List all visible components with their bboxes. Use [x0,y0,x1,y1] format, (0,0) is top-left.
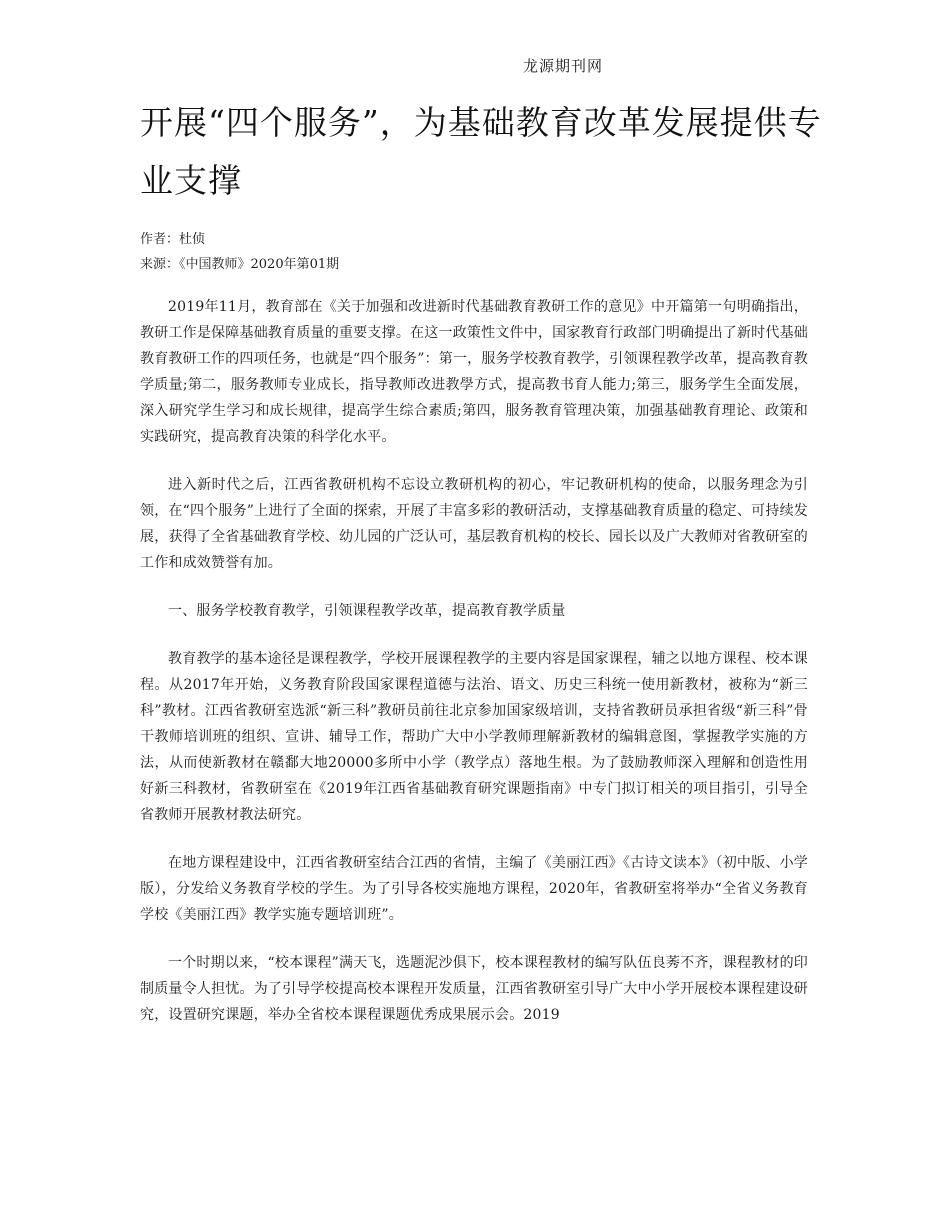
section-heading: 一、服务学校教育教学，引领课程教学改革，提高教育教学质量 [168,603,566,619]
site-name: 龙源期刊网 [523,57,604,75]
paragraph: 教育教学的基本途径是课程教学，学校开展课程教学的主要内容是国家课程，辅之以地方课程、校本课程。从2017年开始，义务教育阶段国家课程道德与法治、语文、历史三科统一使用新教材，被称为“新三科”教材。江西省教研室选派“新三科”教研员前往北京参加国家级培训，支持省教研员承担省级“新三科”骨干教师培训班的组织、宣讲、辅导工作，帮助广大中小学教师理解新教材的编辑意图，掌握教学实施的方法，从而使新教材在赣鄱大地20000多所中小学（教学点）落地生根。为了鼓励教师深入理解和创造性用好新三科教材，省教研室在《2019年江西省基础教育研究课题指南》中专门拟订相关的项目指引，引导全省教师开展教材教法研究。 [140,651,808,823]
source-line: 来源：《中国教师》2020年第01期 [140,257,340,272]
paragraph: 2019年11月，教育部在《关于加强和改进新时代基础教育教研工作的意见》中开篇第一句明确指出，教研工作是保障基础教育质量的重要支撑。在这一政策性文件中，国家教育行政部门明确提出了新时代基础教育教研工作的四项任务，也就是“四个服务”：第一，服务学校教育教学，引领课程教学改革，提高教育教学质量;第二，服务教师专业成长，指导教师改进教學方式，提高教书育人能力;第三，服务学生全面发展，深入研究学生学习和成长规律，提高学生综合素质;第四，服务教育管理决策，加强基础教育理论、政策和实践研究，提高教育决策的科学化水平。 [140,299,808,445]
article-body [140,294,808,1050]
paragraph: 一个时期以来，“校本课程”满天飞，选题泥沙俱下，校本课程教材的编写队伍良莠不齐，课程教材的印制质量令人担忧。为了引导学校提高校本课程开发质量，江西省教研室引导广大中小学开展校本课程建设研究，设置研究课题，举办全省校本课程课题优秀成果展示会。2019 [140,955,808,1023]
article-meta [140,227,339,277]
article-title: 开展“四个服务”，为基础教育改革发展提供专业支撑 [140,103,822,200]
author-line: 作者：杜侦 [140,232,206,247]
paragraph: 进入新时代之后，江西省教研机构不忘设立教研机构的初心，牢记教研机构的使命，以服务理念为引领，在“四个服务”上进行了全面的探索，开展了丰富多彩的教研活动，支撑基础教育质量的稳定、可持续发展，获得了全省基础教育学校、幼儿园的广泛认可，基层教育机构的校长、园长以及广大教师对省教研室的工作和成效赞誉有加。 [140,477,808,571]
paragraph: 在地方课程建设中，江西省教研室结合江西的省情，主编了《美丽江西》《古诗文读本》（初中版、小学版），分发给义务教育学校的学生。为了引导各校实施地方课程，2020年，省教研室将举办“全省义务教育学校《美丽江西》教学实施专题培训班”。 [140,855,808,923]
